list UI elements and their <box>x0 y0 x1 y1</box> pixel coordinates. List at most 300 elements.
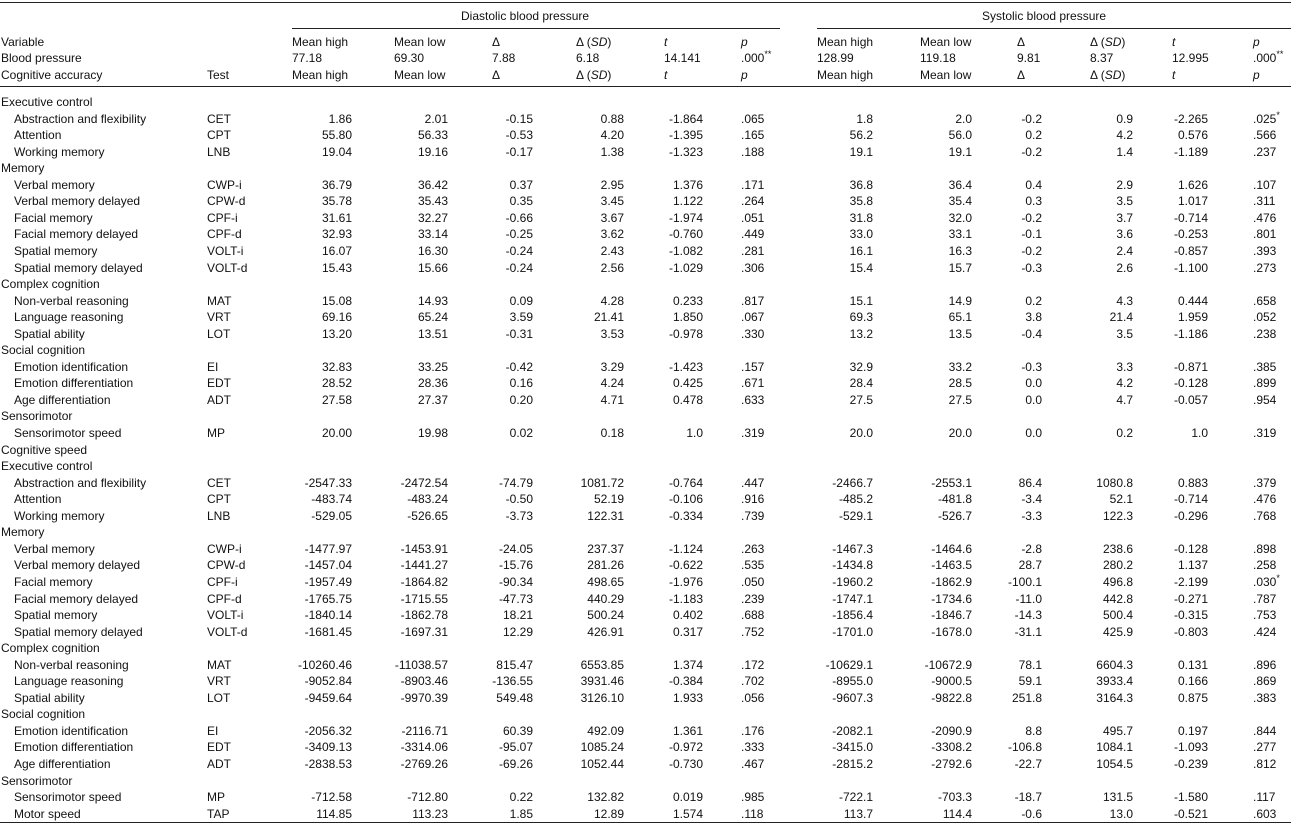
sys-value: 0.875 <box>1177 691 1208 705</box>
dia-value: -24.05 <box>498 542 533 556</box>
sys-value: -0.857 <box>1173 244 1208 258</box>
row-label: Abstraction and flexibility <box>14 112 147 126</box>
dia-value: 0.16 <box>509 376 533 390</box>
sys-value: -1678.0 <box>931 625 972 639</box>
dia-value: .281 <box>741 244 765 258</box>
sys-value: 1.137 <box>1177 558 1208 572</box>
dia-value: -1681.45 <box>304 625 352 639</box>
dia-stat-header: Δ (SD) <box>576 35 612 49</box>
row-test: LNB <box>207 509 231 523</box>
table-row <box>0 756 1291 772</box>
dia-value: 237.37 <box>587 542 624 556</box>
sys-value: .030* <box>1253 573 1280 589</box>
sys-value: .476 <box>1253 211 1277 225</box>
dia-value: -0.972 <box>668 740 703 754</box>
sys-value: -0.128 <box>1173 376 1208 390</box>
table-row <box>0 491 1291 507</box>
table-row <box>0 144 1291 160</box>
dia-value: -483.24 <box>407 492 448 506</box>
row-test: CPF-d <box>207 227 242 241</box>
row-test: ADT <box>207 757 231 771</box>
dia-value: 0.09 <box>509 294 533 308</box>
dia-value: .447 <box>741 476 765 490</box>
sys-value: 69.3 <box>849 310 873 324</box>
table-row <box>0 574 1291 590</box>
dia-value: .535 <box>741 558 765 572</box>
sys-value: 20.0 <box>948 426 972 440</box>
dia-value: .118 <box>741 807 764 821</box>
dia-value: 3126.10 <box>580 691 624 705</box>
sys-value: -0.2 <box>1021 145 1042 159</box>
accuracy-header-row <box>0 67 1291 83</box>
dia-value: 6553.85 <box>580 658 624 672</box>
dia-value: -3314.06 <box>400 740 448 754</box>
row-label: Attention <box>14 492 62 506</box>
row-label: Non-verbal reasoning <box>14 658 129 672</box>
dia-value: 35.78 <box>321 194 352 208</box>
section-row <box>0 706 1291 722</box>
sys-value: -3.4 <box>1021 492 1042 506</box>
sys-value: -703.3 <box>937 790 972 804</box>
sys-value: 122.3 <box>1102 509 1133 523</box>
dia-value: 33.14 <box>417 227 448 241</box>
section-row <box>0 773 1291 789</box>
sys-value: .566 <box>1253 128 1277 142</box>
sys-value: -8955.0 <box>832 674 873 688</box>
row-label: Sensorimotor speed <box>14 790 122 804</box>
sys-value: -0.3 <box>1021 261 1042 275</box>
dia-value: -0.15 <box>505 112 533 126</box>
row-test: CET <box>207 112 231 126</box>
sys-stat-header: Mean low <box>920 68 972 82</box>
dia-stat-header: t <box>664 68 668 82</box>
dia-value: .671 <box>741 376 765 390</box>
variable-header-row <box>0 34 1291 50</box>
sys-value: -11.0 <box>1015 592 1042 606</box>
dia-value: 815.47 <box>496 658 533 672</box>
dia-value: -1.423 <box>668 360 703 374</box>
table-row <box>0 260 1291 276</box>
sys-value: 36.4 <box>948 178 972 192</box>
dia-stat-header: Mean low <box>394 68 446 82</box>
row-test: CPT <box>207 128 231 142</box>
sys-value: -1.189 <box>1173 145 1208 159</box>
dia-value: .817 <box>741 294 765 308</box>
dia-value: .985 <box>741 790 765 804</box>
sys-value: 15.7 <box>948 261 972 275</box>
sys-value: 4.7 <box>1116 393 1133 407</box>
section-row <box>0 342 1291 358</box>
row-test: VRT <box>207 674 231 688</box>
sys-value: -0.2 <box>1021 112 1042 126</box>
dia-value: -2472.54 <box>400 476 448 490</box>
row-label: Sensorimotor speed <box>14 426 122 440</box>
sys-value: -526.7 <box>937 509 972 523</box>
dia-value: 20.00 <box>321 426 352 440</box>
sys-value: -0.803 <box>1173 625 1208 639</box>
sys-value: 32.9 <box>849 360 873 374</box>
sys-value: .844 <box>1253 724 1277 738</box>
dia-value: .306 <box>741 261 765 275</box>
sys-value: -1.186 <box>1173 327 1208 341</box>
dia-value: -1477.97 <box>304 542 352 556</box>
sys-value: -1434.8 <box>832 558 873 572</box>
dia-value: 3.59 <box>509 310 533 324</box>
sys-value: .603 <box>1253 807 1277 821</box>
section-row <box>0 640 1291 656</box>
dia-value: -1862.78 <box>400 608 448 622</box>
sys-value: 8.8 <box>1025 724 1042 738</box>
sys-value: 280.2 <box>1102 558 1133 572</box>
dia-value: 15.43 <box>321 261 352 275</box>
dia-value: -526.65 <box>407 509 448 523</box>
dia-value: 1052.44 <box>580 757 624 771</box>
dia-value: 281.26 <box>587 558 624 572</box>
dia-value: -0.622 <box>668 558 703 572</box>
sys-value: 15.4 <box>849 261 873 275</box>
section-row <box>0 442 1291 458</box>
sys-value: 238.6 <box>1102 542 1133 556</box>
dia-value: .702 <box>741 674 765 688</box>
sys-value: .273 <box>1253 261 1277 275</box>
sys-value: 35.8 <box>849 194 873 208</box>
dia-value: -0.50 <box>505 492 533 506</box>
sys-value: -0.296 <box>1173 509 1208 523</box>
table-row <box>0 375 1291 391</box>
sys-value: 1054.5 <box>1096 757 1133 771</box>
sys-value: 1084.1 <box>1096 740 1133 754</box>
test-header: Test <box>207 68 230 82</box>
row-label: Facial memory <box>14 575 93 589</box>
row-label: Emotion differentiation <box>14 376 134 390</box>
sys-value: .954 <box>1253 393 1277 407</box>
sys-value: 1.017 <box>1177 194 1208 208</box>
sys-value: 13.5 <box>948 327 972 341</box>
dia-value: -0.24 <box>505 244 533 258</box>
dia-value: .188 <box>741 145 765 159</box>
sys-value: 14.9 <box>948 294 972 308</box>
sys-value: -0.714 <box>1173 492 1208 506</box>
sys-value: 0.131 <box>1177 658 1208 672</box>
dia-value: .467 <box>741 757 765 771</box>
dia-value: 1.38 <box>600 145 624 159</box>
dia-value: -2547.33 <box>304 476 352 490</box>
sys-value: .896 <box>1253 658 1277 672</box>
sys-value: -1.580 <box>1173 790 1208 804</box>
row-label: Verbal memory delayed <box>14 558 141 572</box>
sys-value: 0.2 <box>1116 426 1133 440</box>
table-row <box>0 624 1291 640</box>
table-row <box>0 111 1291 127</box>
dia-value: .319 <box>741 426 765 440</box>
row-label: Facial memory delayed <box>14 592 139 606</box>
sys-value: 0.166 <box>1177 674 1208 688</box>
dia-value: 122.31 <box>587 509 624 523</box>
sys-value: 36.8 <box>849 178 873 192</box>
sys-value: -2553.1 <box>931 476 972 490</box>
dia-value: 132.82 <box>587 790 624 804</box>
table-row <box>0 739 1291 755</box>
sys-value: .311 <box>1253 194 1276 208</box>
row-test: MAT <box>207 294 232 308</box>
dia-value: 3.45 <box>600 194 624 208</box>
row-test: CPF-d <box>207 592 242 606</box>
sys-value: 59.1 <box>1018 674 1042 688</box>
dia-value: -0.24 <box>505 261 533 275</box>
section-label: Executive control <box>1 459 93 473</box>
sys-bp-value: 9.81 <box>1017 51 1041 65</box>
sys-value: -2.8 <box>1021 542 1042 556</box>
sys-bp-value: 119.18 <box>920 51 956 65</box>
dia-value: -0.760 <box>668 227 703 241</box>
section-label: Complex cognition <box>1 277 100 291</box>
dia-value: 0.478 <box>672 393 703 407</box>
dia-value: 1.574 <box>672 807 703 821</box>
section-label: Sensorimotor <box>1 409 73 423</box>
sys-value: 1080.8 <box>1096 476 1133 490</box>
dia-value: .051 <box>741 211 765 225</box>
dia-value: -1.976 <box>668 575 703 589</box>
sys-value: 0.9 <box>1116 112 1133 126</box>
row-test: EDT <box>207 740 231 754</box>
sys-value: 56.2 <box>849 128 873 142</box>
sys-value: -2082.1 <box>832 724 873 738</box>
dia-value: 12.89 <box>593 807 624 821</box>
dia-value: -9970.39 <box>400 691 448 705</box>
sys-value: .476 <box>1253 492 1277 506</box>
sys-value: 32.0 <box>948 211 972 225</box>
dia-value: -1697.31 <box>400 625 448 639</box>
dia-value: -0.978 <box>668 327 703 341</box>
sys-value: 28.5 <box>948 376 972 390</box>
sys-value: -1463.5 <box>931 558 972 572</box>
sys-value: .424 <box>1253 625 1277 639</box>
section-row <box>0 276 1291 292</box>
row-test: VOLT-i <box>207 244 244 258</box>
dia-value: 4.24 <box>600 376 624 390</box>
sys-value: -2792.6 <box>931 757 972 771</box>
sys-value: .237 <box>1253 145 1277 159</box>
sys-value: -0.271 <box>1173 592 1208 606</box>
dia-value: 2.43 <box>600 244 624 258</box>
dia-bp-value: .000** <box>741 49 772 65</box>
table-row <box>0 541 1291 557</box>
dia-value: 15.66 <box>417 261 448 275</box>
dia-value: 0.35 <box>509 194 533 208</box>
sys-value: 251.8 <box>1011 691 1042 705</box>
sys-value: .379 <box>1253 476 1277 490</box>
sys-value: 19.1 <box>948 145 972 159</box>
sys-value: 3164.3 <box>1096 691 1133 705</box>
sys-value: .025* <box>1253 110 1280 126</box>
sys-value: 3.3 <box>1116 360 1133 374</box>
row-test: CPW-d <box>207 558 246 572</box>
row-label: Language reasoning <box>14 310 124 324</box>
dia-value: 60.39 <box>502 724 533 738</box>
dia-value: 3.29 <box>600 360 624 374</box>
sys-value: -3415.0 <box>832 740 873 754</box>
sys-value: .898 <box>1253 542 1277 556</box>
sys-stat-header: Δ (SD) <box>1090 68 1126 82</box>
sys-value: -2.265 <box>1173 112 1208 126</box>
dia-value: -90.34 <box>498 575 533 589</box>
row-test: VOLT-i <box>207 608 244 622</box>
sys-value: -9000.5 <box>931 674 972 688</box>
sys-value: 1.959 <box>1177 310 1208 324</box>
diastolic-group-header: Diastolic blood pressure <box>461 9 590 23</box>
row-label: Verbal memory delayed <box>14 194 141 208</box>
dia-value: 0.019 <box>672 790 703 804</box>
dia-value: 36.42 <box>417 178 448 192</box>
section-label: Complex cognition <box>1 641 100 655</box>
sys-value: -0.057 <box>1173 393 1208 407</box>
sys-value: .658 <box>1253 294 1277 308</box>
dia-value: 36.79 <box>321 178 352 192</box>
dia-value: -11038.57 <box>394 658 448 672</box>
row-test: LOT <box>207 691 231 705</box>
sys-value: .787 <box>1253 592 1277 606</box>
dia-stat-header: Δ <box>492 35 501 49</box>
table-row <box>0 210 1291 226</box>
row-label: Spatial ability <box>14 691 85 705</box>
dia-value: 16.07 <box>321 244 352 258</box>
sys-value: -100.1 <box>1007 575 1042 589</box>
table-row <box>0 226 1291 242</box>
dia-value: 32.27 <box>417 211 448 225</box>
dia-value: -69.26 <box>498 757 533 771</box>
sys-value: 19.1 <box>849 145 873 159</box>
dia-value: 2.95 <box>600 178 624 192</box>
row-test: CPW-d <box>207 194 246 208</box>
dia-value: 0.233 <box>672 294 703 308</box>
sys-value: -529.1 <box>838 509 873 523</box>
sys-stat-header: p <box>1253 35 1260 49</box>
sys-value: .117 <box>1253 790 1276 804</box>
sys-stat-header: Mean high <box>817 35 874 49</box>
sys-value: .869 <box>1253 674 1277 688</box>
dia-value: -1715.55 <box>400 592 448 606</box>
sys-value: 16.1 <box>849 244 873 258</box>
dia-value: 1.376 <box>672 178 703 192</box>
row-label: Language reasoning <box>14 674 124 688</box>
variable-header: Variable <box>1 35 45 49</box>
sys-stat-header: Mean high <box>817 68 874 82</box>
sys-value: 495.7 <box>1102 724 1133 738</box>
dia-value: .067 <box>741 310 765 324</box>
dia-value: -2838.53 <box>304 757 352 771</box>
sys-value: -2090.9 <box>931 724 972 738</box>
sys-value: 13.2 <box>849 327 873 341</box>
dia-value: .688 <box>741 608 765 622</box>
dia-value: -2056.32 <box>304 724 352 738</box>
sys-value: 78.1 <box>1018 658 1042 672</box>
dia-value: 0.20 <box>509 393 533 407</box>
sys-value: 3.5 <box>1116 327 1133 341</box>
sys-value: -0.6 <box>1021 807 1042 821</box>
sys-value: 1.626 <box>1177 178 1208 192</box>
sys-value: 21.4 <box>1109 310 1133 324</box>
sys-stat-header: t <box>1172 68 1176 82</box>
row-test: VOLT-d <box>207 625 248 639</box>
row-label: Working memory <box>14 509 105 523</box>
dia-value: -47.73 <box>498 592 533 606</box>
row-test: EI <box>207 724 219 738</box>
dia-value: 426.91 <box>587 625 624 639</box>
row-test: CPF-i <box>207 575 238 589</box>
dia-value: .065 <box>741 112 765 126</box>
sys-value: -0.714 <box>1173 211 1208 225</box>
sys-value: -3308.2 <box>931 740 972 754</box>
dia-value: -0.730 <box>668 757 703 771</box>
diastolic-group-rule <box>292 28 780 29</box>
row-label: Verbal memory <box>14 178 95 192</box>
dia-value: 69.16 <box>321 310 352 324</box>
dia-value: -3409.13 <box>304 740 352 754</box>
dia-value: -1.323 <box>668 145 703 159</box>
dia-value: 0.02 <box>509 426 533 440</box>
dia-value: .633 <box>741 393 765 407</box>
section-label: Social cognition <box>1 343 86 357</box>
header-rule <box>0 86 1291 87</box>
table-row <box>0 591 1291 607</box>
dia-value: .263 <box>741 542 765 556</box>
dia-value: 12.29 <box>502 625 533 639</box>
dia-stat-header: Mean low <box>394 35 446 49</box>
row-label: Emotion identification <box>14 724 129 738</box>
dia-value: 15.08 <box>321 294 352 308</box>
sys-value: 4.2 <box>1116 128 1133 142</box>
sys-value: 2.9 <box>1116 178 1133 192</box>
row-test: CPF-i <box>207 211 238 225</box>
row-test: CWP-i <box>207 542 242 556</box>
dia-value: -0.42 <box>505 360 533 374</box>
sys-value: 0.0 <box>1025 393 1042 407</box>
dia-value: 65.24 <box>417 310 448 324</box>
row-test: CET <box>207 476 231 490</box>
dia-value: 0.37 <box>509 178 533 192</box>
table-row <box>0 475 1291 491</box>
sys-value: .899 <box>1253 376 1277 390</box>
dia-value: 33.25 <box>417 360 448 374</box>
sys-value: -1734.6 <box>931 592 972 606</box>
dia-value: 1.86 <box>328 112 352 126</box>
sys-value: .385 <box>1253 360 1277 374</box>
sys-value: 0.3 <box>1025 194 1042 208</box>
sys-stat-header: t <box>1172 35 1176 49</box>
row-label: Motor speed <box>14 807 81 821</box>
sys-value: -1960.2 <box>832 575 873 589</box>
dia-value: 19.04 <box>321 145 352 159</box>
row-label: Spatial memory delayed <box>14 261 143 275</box>
dia-value: -10260.46 <box>297 658 352 672</box>
dia-stat-header: t <box>664 35 668 49</box>
sys-value: 3.5 <box>1116 194 1133 208</box>
sys-value: 65.1 <box>948 310 972 324</box>
sys-value: 0.4 <box>1025 178 1042 192</box>
dia-value: -1765.75 <box>304 592 352 606</box>
dia-value: -9459.64 <box>304 691 352 705</box>
dia-value: 1.85 <box>509 807 533 821</box>
sys-stat-header: Δ (SD) <box>1090 35 1126 49</box>
dia-value: .752 <box>741 625 765 639</box>
sys-bp-value: 8.37 <box>1090 51 1114 65</box>
sys-value: 33.0 <box>849 227 873 241</box>
section-row <box>0 160 1291 176</box>
dia-stat-header: p <box>741 68 748 82</box>
sys-value: -1467.3 <box>832 542 873 556</box>
sys-value: 496.8 <box>1102 575 1133 589</box>
sys-value: 28.7 <box>1018 558 1042 572</box>
